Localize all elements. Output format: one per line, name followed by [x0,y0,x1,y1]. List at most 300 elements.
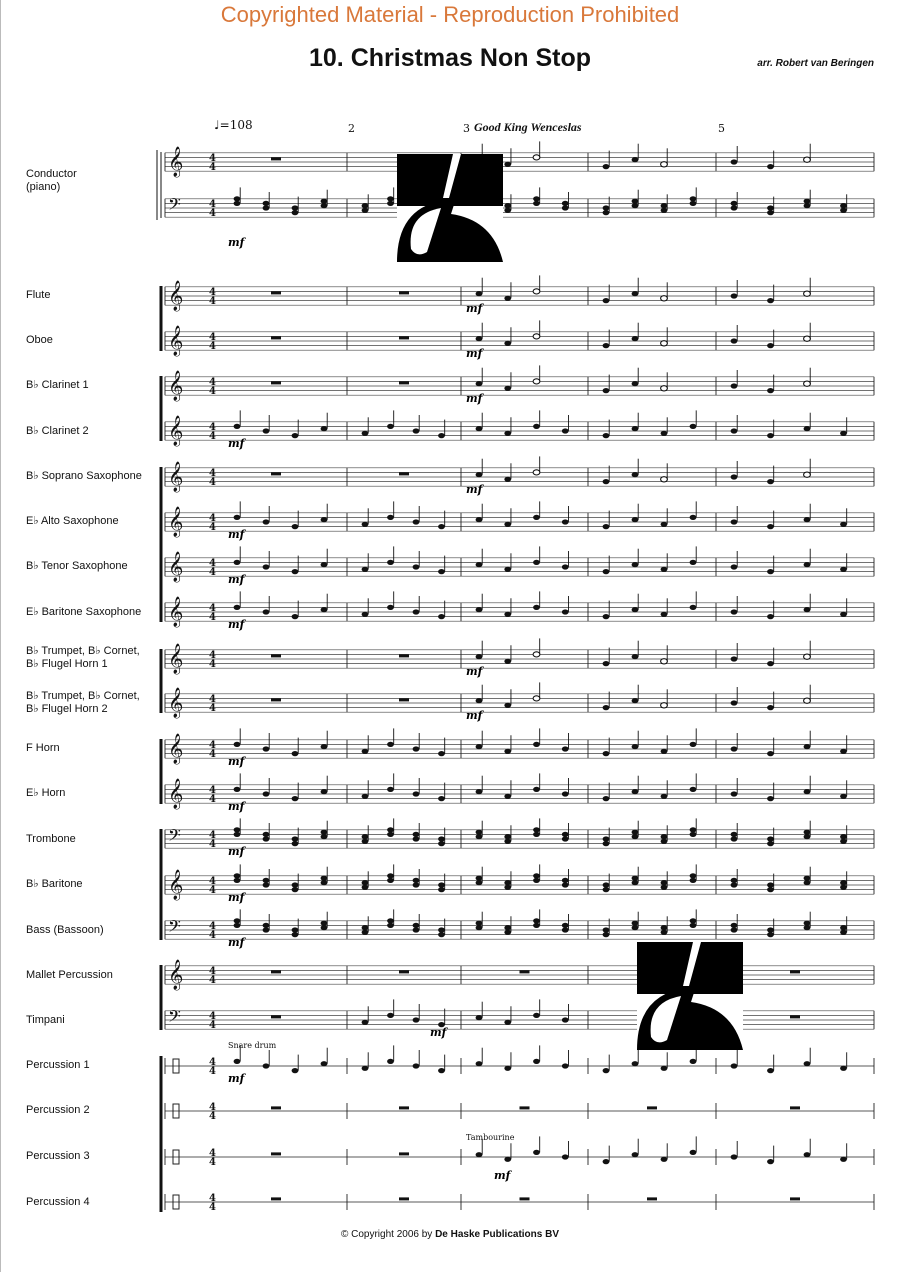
note [632,925,639,930]
whole-rest [520,1106,530,1109]
note [292,569,299,574]
instrument-label: Percussion 1 [26,1059,90,1071]
note [263,609,270,614]
note [661,522,668,527]
instrument-label: B♭ Tenor Saxophone [26,560,128,572]
time-signature: 4 [209,885,216,896]
time-signature: 4 [209,1020,216,1031]
note [767,661,774,666]
whole-rest [790,1015,800,1018]
time-signature: 4 [209,522,216,533]
note [413,878,420,883]
note [438,796,445,801]
time-signature: 4 [209,1011,216,1022]
note [504,208,511,213]
treble-clef-icon: 𝄞 [168,779,184,809]
note [804,876,811,881]
time-signature: 4 [209,1111,216,1122]
note [661,208,668,213]
note [387,424,394,429]
whole-rest [271,1197,281,1200]
note [603,614,610,619]
time-signature: 4 [209,1202,216,1213]
note [263,428,270,433]
note [362,834,369,839]
note [661,703,668,708]
time-signature: 4 [209,377,216,388]
note [731,1063,738,1068]
note [731,383,738,388]
note [690,742,697,747]
treble-clef-icon: 𝄞 [168,507,184,537]
note [840,834,847,839]
note [292,882,299,887]
whole-rest [271,472,281,475]
note [840,203,847,208]
note [690,878,697,883]
publisher-logo-icon [637,942,743,1050]
bar-number-3: 3 [463,122,470,135]
note [804,607,811,612]
note [562,1017,569,1022]
note [562,428,569,433]
note [234,827,241,832]
staff [165,415,874,447]
note [476,562,483,567]
note [476,789,483,794]
copyright-text: © Copyright 2006 by [340,1229,436,1240]
treble-clef-icon: 𝄞 [168,416,184,446]
note [533,1059,540,1064]
staff [165,280,874,312]
note [504,203,511,208]
note [476,921,483,926]
note [603,836,610,841]
note [292,1068,299,1073]
bass-clef-icon: 𝄢 [168,1006,181,1030]
note [562,882,569,887]
note [840,880,847,885]
note [533,155,540,160]
note [632,472,639,477]
dynamic-mark: mf [228,437,245,450]
note [661,203,668,208]
dynamic-mark: mf [430,1026,447,1039]
note [562,201,569,206]
note [387,787,394,792]
treble-clef-icon: 𝄞 [168,552,184,582]
note [804,426,811,431]
note [690,560,697,565]
whole-rest [790,970,800,973]
note [413,791,420,796]
note [840,208,847,213]
instrument-label: B♭ Baritone [26,878,83,890]
note [504,296,511,301]
tambourine-label: Tambourine [466,1133,515,1142]
note [533,196,540,201]
note [263,923,270,928]
staff [165,146,874,178]
note [562,791,569,796]
note [767,841,774,846]
note [504,477,511,482]
note [804,472,811,477]
time-signature: 4 [209,1102,216,1113]
note [533,334,540,339]
note [362,1020,369,1025]
note [603,298,610,303]
time-signature: 4 [209,341,216,352]
note [690,1059,697,1064]
note [438,836,445,841]
note [562,878,569,883]
note [234,918,241,923]
note [387,832,394,837]
staff [165,916,874,941]
note [690,832,697,837]
staff [165,778,874,810]
note [533,923,540,928]
whole-rest [399,472,409,475]
note [562,519,569,524]
note [767,751,774,756]
instrument-label: B♭ Trumpet, B♭ Cornet, B♭ Flugel Horn 1 [26,645,140,670]
note [690,787,697,792]
note [731,746,738,751]
note [690,424,697,429]
bass-clef-icon: 𝄢 [168,916,181,940]
note [387,1059,394,1064]
note [562,564,569,569]
note [731,1154,738,1159]
note [234,787,241,792]
note [804,562,811,567]
note [562,923,569,928]
note [731,878,738,883]
time-signature: 4 [209,567,216,578]
whole-rest [647,1197,657,1200]
note [292,927,299,932]
note [767,614,774,619]
note [504,885,511,890]
note [292,887,299,892]
time-signature: 4 [209,153,216,164]
note [767,887,774,892]
note [533,470,540,475]
note [562,746,569,751]
note [321,607,328,612]
instrument-label: E♭ Baritone Saxophone [26,606,142,618]
note [767,705,774,710]
note [234,560,241,565]
time-signature: 4 [209,876,216,887]
treble-clef-icon: 𝄞 [168,960,184,990]
whole-rest [520,1197,530,1200]
note [438,882,445,887]
note [362,612,369,617]
note [804,921,811,926]
section-title: Good King Wenceslas [474,120,582,134]
time-signature: 4 [209,386,216,397]
note [413,519,420,524]
note [840,885,847,890]
staff [165,1193,874,1213]
note [632,698,639,703]
whole-rest [271,970,281,973]
note [603,205,610,210]
note [387,923,394,928]
staff [165,325,874,357]
note [504,880,511,885]
note [504,1157,511,1162]
time-signature: 4 [209,694,216,705]
treble-clef-icon: 𝄞 [168,281,184,311]
note [533,918,540,923]
note [362,880,369,885]
note [804,789,811,794]
note [632,744,639,749]
note [533,878,540,883]
note [362,208,369,213]
dynamic-mark: mf [228,891,245,904]
note [731,201,738,206]
note [504,794,511,799]
time-signature: 4 [209,296,216,307]
note [438,932,445,937]
note [533,560,540,565]
instrument-label: B♭ Trumpet, B♭ Cornet, B♭ Flugel Horn 2 [26,690,140,715]
note [504,659,511,664]
staff [165,551,874,583]
note [804,698,811,703]
note [476,291,483,296]
time-signature: 4 [209,659,216,670]
whole-rest [399,291,409,294]
staff [165,825,874,850]
note [603,164,610,169]
note [562,205,569,210]
note [840,794,847,799]
note [632,199,639,204]
note [767,479,774,484]
note [387,873,394,878]
note [661,162,668,167]
note [387,878,394,883]
instrument-label: Bass (Bassoon) [26,924,104,936]
time-signature: 4 [209,431,216,442]
note [731,700,738,705]
note [321,921,328,926]
note [263,882,270,887]
time-signature: 4 [209,287,216,298]
note [533,827,540,832]
note [362,522,369,527]
note [321,1061,328,1066]
whole-rest [399,970,409,973]
note [731,474,738,479]
instrument-label: B♭ Soprano Saxophone [26,470,142,482]
note [690,201,697,206]
note [321,789,328,794]
note [661,930,668,935]
note [661,1066,668,1071]
note [661,659,668,664]
note [387,201,394,206]
whole-rest [399,1197,409,1200]
bar-number-2: 2 [348,122,355,135]
note [731,927,738,932]
whole-rest [399,336,409,339]
note [767,524,774,529]
note [661,925,668,930]
note [292,932,299,937]
note [413,746,420,751]
note [438,1068,445,1073]
note [632,336,639,341]
instrument-label: Percussion 4 [26,1196,90,1208]
note [603,388,610,393]
note [804,654,811,659]
note [438,614,445,619]
note [292,796,299,801]
note [632,789,639,794]
note [387,605,394,610]
note [632,607,639,612]
note [476,880,483,885]
instrument-label: Timpani [26,1014,65,1026]
dynamic-mark: mf [466,347,483,360]
note [804,1061,811,1066]
staff [165,687,874,719]
note [413,923,420,928]
time-signature: 4 [209,1057,216,1068]
staff [165,506,874,538]
time-signature: 4 [209,930,216,941]
note [603,524,610,529]
time-signature: 4 [209,650,216,661]
whole-rest [271,698,281,701]
note [533,515,540,520]
time-signature: 4 [209,199,216,210]
note [632,426,639,431]
note [413,1063,420,1068]
note [661,880,668,885]
note [413,882,420,887]
staff [165,1006,874,1031]
arranger-credit: arr. Robert van Beringen [757,58,874,69]
note [234,515,241,520]
note [321,517,328,522]
note [603,1068,610,1073]
note [767,388,774,393]
note [438,927,445,932]
treble-clef-icon: 𝄞 [168,734,184,764]
dynamic-mark: mf [466,483,483,496]
note [387,827,394,832]
time-signature: 4 [209,975,216,986]
treble-clef-icon: 𝄞 [168,597,184,627]
note [533,424,540,429]
note [767,1159,774,1164]
treble-clef-icon: 𝄞 [168,462,184,492]
note [767,836,774,841]
instrument-label: Percussion 2 [26,1104,90,1116]
note [263,205,270,210]
note [632,291,639,296]
time-signature: 4 [209,740,216,751]
note [804,291,811,296]
dynamic-mark: mf [228,936,245,949]
note [234,1059,241,1064]
time-signature: 4 [209,477,216,488]
note [840,1066,847,1071]
note [504,1066,511,1071]
note [690,918,697,923]
note [362,431,369,436]
bass-clef-icon: 𝄢 [168,825,181,849]
whole-rest [790,1106,800,1109]
note [263,878,270,883]
quarter-note-icon: ♩ [214,118,220,132]
note [533,742,540,747]
note [234,923,241,928]
note [840,567,847,572]
instrument-label: Oboe [26,334,53,346]
whole-rest [790,1197,800,1200]
note [533,1150,540,1155]
note [263,832,270,837]
note [767,882,774,887]
note [413,836,420,841]
note [632,654,639,659]
note [840,612,847,617]
note [562,1154,569,1159]
note [413,428,420,433]
whole-rest [271,336,281,339]
note [731,293,738,298]
note [438,841,445,846]
note [387,515,394,520]
note [387,742,394,747]
note [731,564,738,569]
bar-number-5: 5 [718,122,725,135]
dynamic-mark: mf [466,665,483,678]
note [533,652,540,657]
note [362,885,369,890]
note [476,925,483,930]
note [504,162,511,167]
tempo-value: =108 [219,118,253,132]
note [387,918,394,923]
note [438,887,445,892]
time-signature: 4 [209,921,216,932]
staff [165,733,874,765]
note [731,923,738,928]
whole-rest [399,1106,409,1109]
note [632,1152,639,1157]
whole-rest [271,291,281,294]
note [661,296,668,301]
note [362,794,369,799]
staff [165,643,874,675]
time-signature: 4 [209,468,216,479]
note [387,560,394,565]
dynamic-mark: mf [228,845,245,858]
note [603,569,610,574]
note [413,564,420,569]
note [731,159,738,164]
